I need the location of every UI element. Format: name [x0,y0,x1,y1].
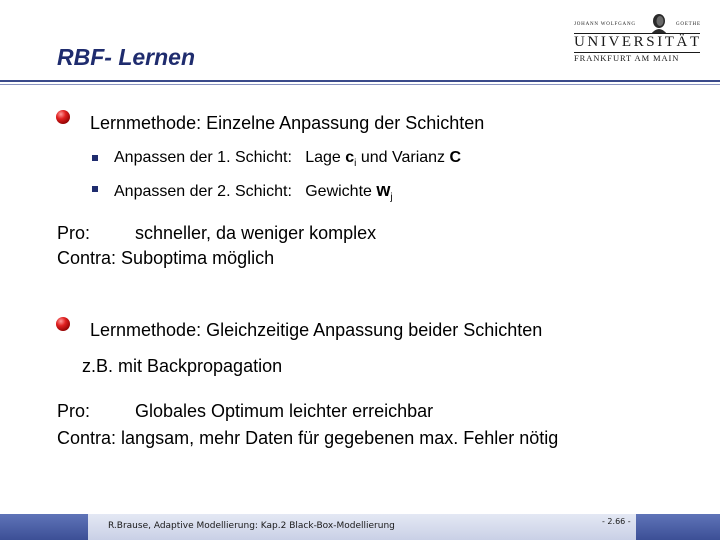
logo-city-name: FRANKFURT AM MAIN [574,53,680,63]
section2-pro-line [57,401,433,422]
bullet-icon [56,110,70,124]
section1-item-1 [114,149,461,169]
footer-bar [0,514,720,540]
logo-top-left-text: JOHANN WOLFGANG [574,22,636,27]
contra-text: Suboptima möglich [121,248,275,268]
square-bullet-icon [92,155,98,161]
contra-label: Contra: [57,428,117,448]
section2-note: z.B. mit Backpropagation [82,356,283,376]
item1-var-c: c [345,149,355,166]
item1-middle: und Varianz [356,149,450,166]
logo-top-right-text: GOETHE [676,22,701,27]
item2-var-w-sub: j [390,192,393,203]
section1-heading: Lernmethode: Einzelne Anpassung der Schichten [90,113,485,133]
section1-item-2 [114,180,393,203]
bullet-icon [56,317,70,331]
title-rule [0,80,720,82]
contra-label: Contra: [57,248,117,268]
section1-contra-line [57,248,274,269]
title-rule-thin [0,84,720,85]
pro-text: Globales Optimum leichter erreichbar [135,401,434,421]
university-logo [568,12,708,68]
item1-var-c-sub: i [354,158,357,169]
logo-university-name: UNIVERSITÄT [574,34,702,50]
section2-contra-line [57,428,558,449]
pro-label: Pro: [57,401,91,421]
page-number: - 2.66 - [602,517,631,526]
footer-text: R.Brause, Adaptive Modellierung: Kap.2 Black-Box-Modellierung [108,521,395,531]
goethe-portrait-icon [648,12,670,34]
section2-heading: Lernmethode: Gleichzeitige Anpassung beider Schichten [90,320,543,340]
pro-label: Pro: [57,223,91,243]
square-bullet-icon [92,186,98,192]
item1-var-C: C [449,149,462,166]
footer-center-panel [88,514,636,540]
item2-prefix: Anpassen der 2. Schicht: Gewichte [114,183,377,200]
pro-text: schneller, da weniger komplex [135,223,377,243]
contra-text: langsam, mehr Daten für gegebenen max. Fehler nötig [121,428,559,448]
slide-title: RBF- Lernen [57,44,195,70]
item1-prefix: Anpassen der 1. Schicht: Lage [114,149,346,166]
item2-var-w: w [376,180,391,200]
section1-pro-line [57,223,376,244]
